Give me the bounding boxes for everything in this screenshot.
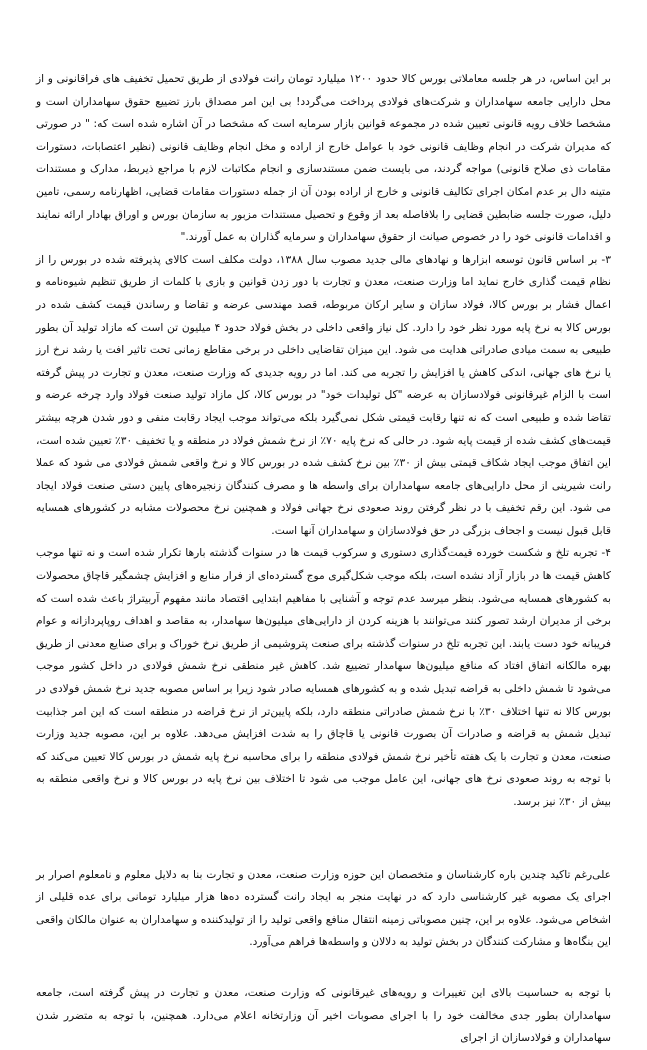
paragraph-2-item-3: ۳- بر اساس قانون توسعه ابزارها و نهادهای مالی جدید مصوب سال ۱۳۸۸، دولت مکلف است کالای پذیرفته شده در بورس را از نظام قیمت گذاری خارج نماید اما وزارت صنعت، معدن و تجارت با دور زدن قوانین و بازی با کلمات از طریق تنظیم شیوه‌نامه و اعمال فشار بر بورس کالا، فولاد سازان و سایر ارکان مربوطه، قصد مهندسی عرضه و تقاضا و رساندن قیمت کشف شده در بورس کالا به نرخ پایه مورد نظر خود را دارد. کل نیاز واقعی داخلی در بخش فولاد حدود ۴ میلیون تن است که مازاد تولید آن بطور طبیعی به سمت میادی صادراتی هدایت می شود. این میزان تقاضایی داخلی در برخی مقاطع زمانی تحت تاثیر افت یا رشد نرخ ارز یا نرخ های جهانی، اندکی کاهش یا افزایش را تجربه می کند. اما در رویه جدیدی که وزارت صنعت، معدن و تجارت در پیش گرفته است با الزام غیرقانونی فولادسازان به عرضه "کل تولیدات خود" در بورس کالا، کل مازاد تولید صنعت فولاد وارد چرخه عرضه و تقاضا شده و طبیعی است که نه تنها رقابت قیمتی شکل نمی‌گیرد بلکه می‌تواند موجب ایجاد رقابت منفی و دور شدن هرچه بیشتر قیمت‌های کشف شده از قیمت پایه شود. در حالی که نرخ پایه ۷۰٪ از نرخ شمش فولاد در منطقه و یا تخفیف ۳۰٪ تعیین شده است، این اتفاق موجب ایجاد شکاف قیمتی بیش از ۳۰٪ بین نرخ کشف شده در بورس کالا و نرخ واقعی شمش فولادی می شود که عملا رانت شیرینی از محل دارایی‌های جامعه سهامداران برای واسطه ها و مصرف کنندگان زنجیره‌های پایین دستی صنعت فولاد ایجاد می شود. این رقم تخفیف با در نظر گرفتن روند صعودی نرخ جهانی فولاد و همچنین نرخ محصولات مشابه در کشورهای همسایه قابل قبول نیست و اجحاف بزرگی در حق فولادسازان و سهامداران آنها است. — [36, 252, 612, 537]
paragraph-1: بر این اساس، در هر جلسه معاملاتی بورس کالا حدود ۱۲۰۰ میلیارد تومان رانت فولادی از طریق تحمیل تخفیف های فراقانونی و از محل دارایی جامعه سهامداران و شرکت‌های فولادی پرداخت می‌گردد! بی این امر مصداق بارز تضییع حقوق سهامداران است و مشخصا خلاف رویه قانونی تعیین شده در مجموعه قوانین بازار سرمایه است که مشخصا در آن اشاره شده است که: " در صورتی که مدیران شرکت در انجام وظایف قانونی خود با عوامل خارج از اراده و مخل انجام وظایف قانونی (نظیر اعتصابات، دستورات مقامات ذی صلاح قانونی) مواجه گردند، می بایست ضمن مستندسازی و انجام مکاتبات لازم با مراجع ذیربط، مدارک و مستندات متینه دال بر عدم امکان اجرای تکالیف قانونی و خارج از اراده بودن آن از جمله دستورات مقامات قضایی، اظهارنامه رسمی، تامین دلیل، صورت جلسه ضابطین قضایی را بلافاصله بعد از وقوع و تحصیل مستندات مزبور به سازمان بورس و اوراق بهادار ارائه نمایند و اقدامات قانونی خود را در خصوص صیانت از حقوق سهامداران و سرمایه گذاران به عمل آورند." — [36, 72, 611, 244]
paragraph-4: علی‌رغم تاکید چندین باره کارشناسان و متخصصان این حوزه وزارت صنعت، معدن و تجارت بنا به دلایل معلوم و نامعلوم اصرار بر اجرای یک مصوبه غیر کارشناسی دارد که در نهایت منجر به ایجاد رانت گسترده ده‌ها هزار میلیارد تومانی برای عده قلیلی از اشخاص می‌شود. علاوه بر این، چنین مصوباتی زمینه انتقال منافع واقعی تولید را از تولیدکننده و سهامداران به عنوان مالکان واقعی این بنگاه‌ها و مشارکت کنندگان در بخش تولید به دلالان و واسطه‌ها فراهم می‌آورد. — [36, 867, 611, 949]
paragraph-3-item-4: ۴- تجربه تلخ و شکست خورده قیمت‌گذاری دستوری و سرکوب قیمت ها در سنوات گذشته بارها تکرار شده است و نه تنها موجب کاهش قیمت ها در بازار آزاد نشده است، بلکه موجب شکل‌گیری موج گسترده‌ای از فرار منابع و افزایش چشمگیر قاچاق محصولات به کشورهای همسایه می‌شود. بنظر میرسد عدم توجه و آشنایی با مفاهیم ابتدایی اقتصاد مانند مفهوم آربیتراژ باعث شده است که برخی از مدیران ارشد تصور کنند می‌توانند با هزینه کردن از دارایی‌های میلیون‌ها سهامدار، به مقاصد و اهداف روپاپردازانه و عوام فریبانه خود دست یابند. این تجربه تلخ در سنوات گذشته برای صنعت پتروشیمی از طریق نرخ خوراک و برای صنایع معدنی از طریق بهره مالکانه اتفاق افتاد که منافع میلیون‌ها سهامدار تضییع شد. کاهش غیر منطقی نرخ شمش فولادی در داخل کشور موجب می‌شود تا شمش داخلی به قراضه تبدیل شده و به کشورهای همسایه صادر شود زیرا بر اساس مصوبه جدید نرخ شمش فولادی در بورس کالا نه تنها اختلاف ۳۰٪ با نرخ شمش صادراتی منطقه دارد، بلکه پایین‌تر از نرخ قراضه در منطقه است که این امر جذابیت تبدیل شمش به قراضه و صادرات آن بصورت قانونی یا قاچاق را به شدت افزایش می‌دهد. علاوه بر این، مصوبه جدید وزارت صنعت، معدن و تجارت با یک هفته تأخیر نرخ شمش فولادی منطقه را برای محاسبه نرخ پایه شمش در بورس کالا تعیین می‌کند که با توجه به روند صعودی نرخ های جهانی، این عامل موجب می شود تا اختلاف بین نرخ پایه در بورس کالا و نرخ واقعی منطقه به بیش از ۳۰٪ نیز برسد. — [36, 546, 611, 808]
paragraph-5: با توجه به حساسیت بالای این تغییرات و رویه‌های غیرقانونی که وزارت صنعت، معدن و تجارت در پیش گرفته است، جامعه سهامداران بطور جدی مخالفت خود را با اجرای مصوبات اخیر آن وزارتخانه اعلام می‌دارد. همچنین، با توجه به متضرر شدن سهامداران و فولادسازان از اجرای — [36, 985, 611, 1045]
